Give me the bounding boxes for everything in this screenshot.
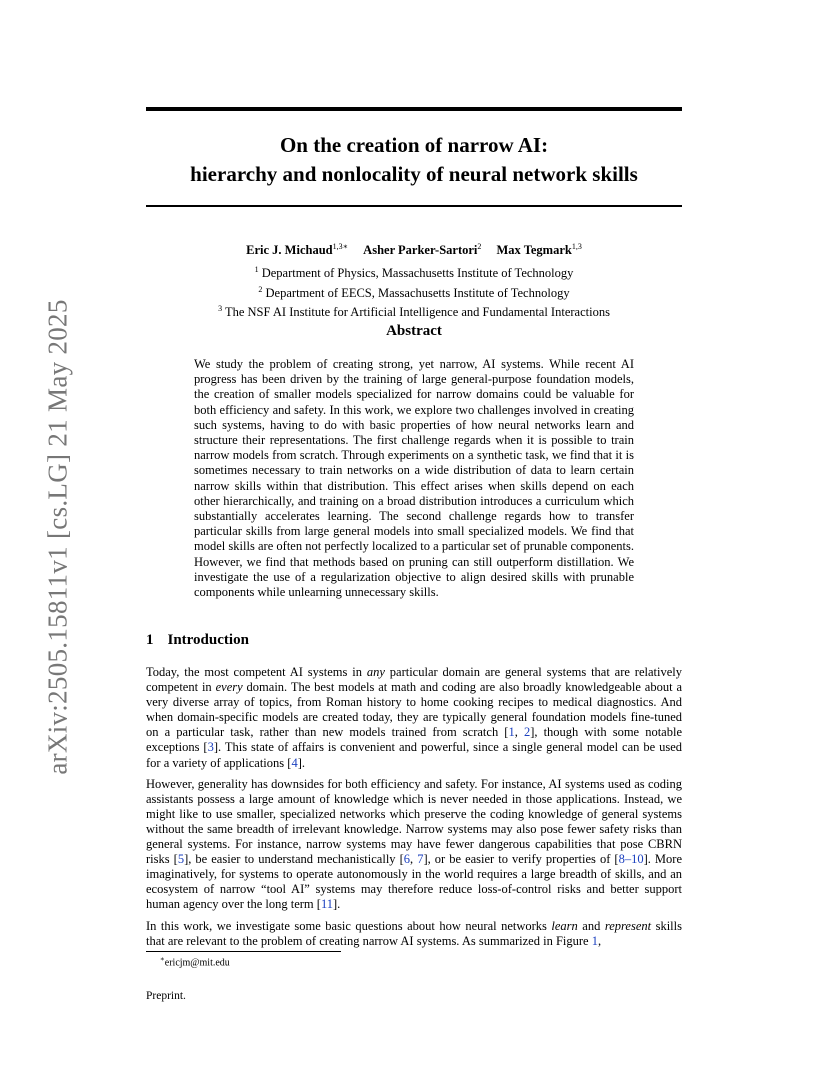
citation-link[interactable]: 1 (508, 725, 515, 740)
text-run: domain. The best models at math and coding are also broadly knowledgeable about a very diverse array of topics, from Roman history to home cooking recipes to medical diagnostics. And when domain-specific models are created today, they are typically general foundation models fine-tuned on a particular task, rather than new models trained from scratch [ (146, 680, 682, 740)
affiliation-list (146, 262, 682, 321)
paper-title (146, 131, 682, 189)
affiliation-mark: 3 (218, 304, 223, 314)
footnote-rule (146, 951, 341, 952)
citation-link[interactable]: 3 (207, 740, 214, 755)
text-run: ]. (333, 897, 341, 912)
author (246, 242, 348, 258)
text-run: In this work, we investigate some basic questions about how neural networks (146, 918, 552, 933)
affiliation-text: The NSF AI Institute for Artificial Intelligence and Fundamental Interactions (224, 305, 610, 320)
citation-link[interactable]: 5 (177, 852, 185, 867)
affiliation (146, 282, 682, 302)
figure-reference-link[interactable]: 1 (591, 933, 598, 948)
text-run: , (410, 852, 418, 867)
affiliation (146, 301, 682, 321)
arxiv-identifier-stamp[interactable]: arXiv:2505.15811v1 [cs.LG] 21 May 2025 (42, 299, 73, 775)
author-list (146, 242, 682, 258)
text-run: skills that are relevant to the problem of creating narrow AI systems. As summarized in Figure (146, 918, 682, 948)
title-line-2: hierarchy and nonlocality of neural network skills (190, 162, 638, 186)
emphasis: represent (604, 918, 652, 933)
text-run: ], be easier to understand mechanistically [ (184, 852, 404, 867)
abstract-body: We study the problem of creating strong, yet narrow, AI systems. While recent AI progress has been driven by the training of large general-purpose foundation models, the creation of smaller models specialized for narrow domains could be valuable for both efficiency and safety. In this work, we explore two challenges involved in creating such systems, having to do with basic properties of how neural networks learn and structure their representations. The first challenge regards when it is possible to train narrow models from scratch. Through experiments on a synthetic task, we find that it is sometimes necessary to train networks on a wide distribution of data to learn certain narrow skills within that distribution. This effect arises when skills depend on each other hierarchically, and training on a broad distribution introduces a curriculum which substantially accelerates learning. The second challenge regards how to transfer particular skills from large general models into small specialized models. We find that model skills are often not perfectly localized to a particular set of prunable components. However, we find that methods based on pruning can still outperform distillation. We investigate the use of a regularization objective to align desired skills with prunable components while unlearning unnecessary skills. (194, 357, 634, 600)
title-line-1: On the creation of narrow AI: (279, 133, 549, 157)
text-run: and (577, 918, 605, 933)
affiliation (146, 262, 682, 282)
paragraph (146, 919, 682, 949)
author-affiliation-marks: 2 (477, 242, 482, 251)
emphasis: any (366, 665, 385, 679)
text-run: ], or be easier to verify properties of [ (423, 852, 619, 867)
paragraph (146, 777, 682, 913)
title-rule-bottom (146, 205, 682, 207)
title-rule-top (146, 107, 682, 111)
author (497, 242, 582, 258)
affiliation-mark: 2 (258, 284, 263, 294)
section-number: 1 (146, 632, 154, 648)
author-name: Eric J. Michaud (246, 243, 333, 258)
text-run: ]. More imaginatively, for systems to operate autonomously in the world requires a large breadth of skills, and an ecosystem of narrow “tool AI” systems may therefore reduce loss-of-control risks and better support human agency over the long term [ (146, 852, 682, 912)
author-name: Asher Parker-Sartori (363, 243, 478, 258)
text-run: ]. This state of affairs is convenient and powerful, since a single general model can be used for a variety of applications [ (146, 740, 682, 770)
author-affiliation-marks: 1,3 (571, 242, 582, 251)
text-run: particular domain are general systems that are relatively competent in (146, 665, 682, 695)
footnote-email[interactable]: ericjm@mit.edu (164, 957, 230, 969)
citation-link[interactable]: 4 (291, 755, 298, 770)
author-affiliation-marks: 1,3∗ (332, 242, 349, 251)
citation-link[interactable]: 6 (403, 852, 411, 867)
citation-link[interactable]: 11 (320, 897, 333, 912)
footnote (160, 955, 230, 968)
emphasis: every (215, 680, 243, 695)
citation-link[interactable]: 8–10 (618, 852, 644, 867)
text-run: ]. (297, 755, 305, 770)
abstract-heading: Abstract (386, 323, 442, 339)
text-run: , (514, 725, 524, 740)
author (363, 242, 481, 258)
affiliation-text: Department of EECS, Massachusetts Institute of Technology (265, 285, 570, 300)
emphasis: learn (551, 918, 578, 933)
paragraph (146, 665, 682, 771)
text-run: However, generality has downsides for both efficiency and safety. For instance, AI systems used as coding assistants possess a large amount of knowledge which is never needed in those applications. Instead, we might like to use smaller, specialized networks which preserve the coding knowledge of general systems without the same breadth of irrelevant knowledge. Narrow systems may also pose fewer safety risks than general systems. For instance, narrow systems may have fewer dangerous capabilities that pose CBRN risks [ (146, 776, 682, 867)
author-name: Max Tegmark (496, 243, 572, 258)
text-run: , (597, 933, 602, 948)
text-run: Today, the most competent AI systems in (146, 665, 367, 679)
affiliation-mark: 1 (254, 265, 259, 274)
text-run: ], though with some notable exceptions [ (146, 725, 682, 755)
section-heading-introduction (146, 632, 249, 649)
section-title: Introduction (167, 632, 249, 648)
footnote-mark: ∗ (160, 955, 165, 963)
citation-link[interactable]: 2 (523, 725, 531, 740)
introduction-body (146, 665, 682, 955)
affiliation-text: Department of Physics, Massachusetts Institute of Technology (261, 266, 574, 281)
citation-link[interactable]: 7 (417, 852, 424, 867)
preprint-label: Preprint. (146, 990, 186, 1002)
